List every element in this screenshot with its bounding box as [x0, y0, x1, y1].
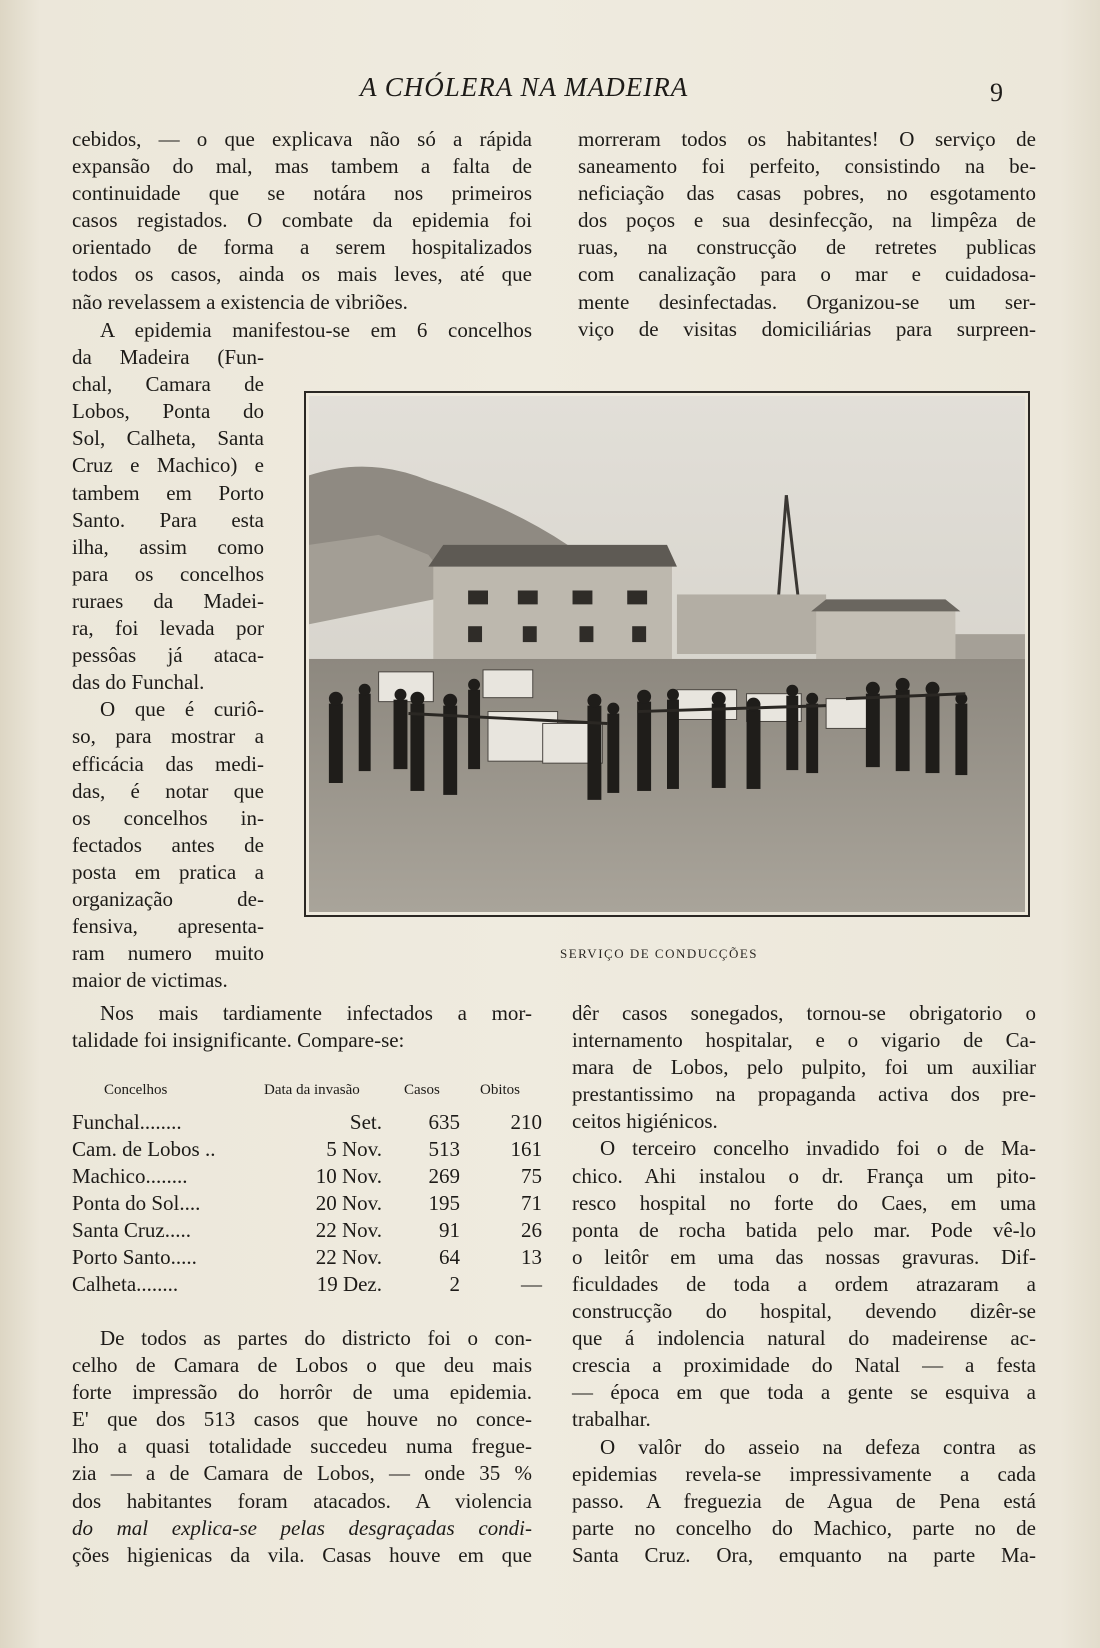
cell-date: Set. [349, 1110, 382, 1134]
table-row [72, 1218, 542, 1245]
text-line: chal, Camara de [72, 372, 264, 397]
text-line: zia — a de Camara de Lobos, — onde 35 % [72, 1461, 532, 1486]
photo-caption: SERVIÇO DE CONDUCÇÕES [560, 946, 759, 961]
cell-concelho: Machico........ [72, 1164, 188, 1188]
text-line: mara de Lobos, pelo pulpito, foi um auxiliar [572, 1055, 1036, 1080]
text-line: ra, foi levada por [72, 616, 264, 641]
text-line: crescia a proximidade do Natal — a festa [572, 1353, 1036, 1378]
text-line: fectados antes de [72, 832, 264, 857]
text-line: maior de victimas. [72, 968, 228, 993]
text-line: todos os casos, ainda os mais leves, até que [72, 262, 532, 287]
table-row [72, 1272, 542, 1299]
text-line: Santa Cruz. Ora, emquanto na parte Ma- [572, 1542, 1036, 1567]
column-header: Casos [404, 1082, 440, 1098]
text-line: passo. A freguezia de Agua de Pena está [572, 1488, 1036, 1513]
text-line: orientado de forma a serem hospitalizados [72, 235, 532, 260]
text-line: so, para mostrar a [72, 724, 264, 749]
text-line: os concelhos in- [72, 805, 264, 830]
cell-cases: 91 [439, 1218, 460, 1242]
text-line: saneamento foi perfeito, consistindo na be- [578, 154, 1036, 179]
column-header: Concelhos [104, 1082, 168, 1098]
text-line: neficiação das casas pobres, no esgotamento [578, 181, 1036, 206]
cell-concelho: Porto Santo..... [72, 1245, 197, 1269]
cell-cases: 2 [449, 1272, 460, 1296]
cell-cases: 269 [428, 1164, 460, 1188]
text-line: viço de visitas domiciliárias para surpreen- [578, 316, 1036, 341]
text-line: Lobos, Ponta do [72, 399, 264, 424]
text-line: organização de- [72, 886, 264, 911]
left-column-narrow [72, 317, 532, 994]
cell-concelho: Funchal........ [72, 1110, 182, 1134]
text-line: trabalhar. [572, 1407, 651, 1432]
text-line: fensiva, apresenta- [72, 914, 264, 939]
mortality-table [72, 1078, 542, 1299]
cell-concelho: Cam. de Lobos .. [72, 1137, 216, 1161]
cell-date: 10 Nov. [315, 1164, 382, 1188]
text-line: efficácia das medi- [72, 751, 264, 776]
text-line: ficuldades de toda a ordem atrazaram a [572, 1271, 1036, 1296]
text-line: O que é curiô- [100, 697, 264, 722]
cell-deaths: — [521, 1272, 542, 1296]
text-line: construcção do hospital, devendo dizêr-se [572, 1299, 1036, 1324]
text-line: ram numero muito [72, 941, 264, 966]
text-line: das, é notar que [72, 778, 264, 803]
left-column-bottom [72, 1325, 532, 1569]
text-line: mente desinfectadas. Organizou-se um ser- [578, 289, 1036, 314]
table-row [72, 1191, 542, 1218]
page-header [0, 72, 1100, 112]
cell-concelho: Ponta do Sol.... [72, 1191, 201, 1215]
text-line: do mal explica-se pelas desgraçadas condi- [72, 1515, 532, 1540]
text-line: O valôr do asseio na defeza contra as [600, 1434, 1036, 1459]
text-line: pessôas já ataca- [72, 643, 264, 668]
cell-concelho: Calheta........ [72, 1272, 179, 1296]
left-column-mid [72, 1000, 532, 1054]
text-line: lho a quasi totalidade succedeu numa fregue- [72, 1434, 532, 1459]
text-line: cebidos, — o que explicava não só a rápida [72, 127, 532, 151]
table-header [72, 1078, 542, 1110]
text-line: casos registados. O combate da epidemia foi [72, 208, 532, 233]
text-line: dos poços e sua desinfecção, na limpêza de [578, 208, 1036, 233]
text-line: ponta de rocha batida pelo mar. Pode vê-lo [572, 1217, 1036, 1242]
cell-deaths: 26 [521, 1218, 542, 1242]
text-line: expansão do mal, mas tambem a falta de [72, 154, 532, 179]
cell-deaths: 71 [521, 1191, 542, 1215]
text-line: da Madeira (Fun- [72, 345, 264, 370]
cell-deaths: 75 [521, 1164, 542, 1188]
text-line: parte no concelho do Machico, parte no de [572, 1515, 1036, 1540]
text-line: celho de Camara de Lobos o que deu mais [72, 1353, 532, 1378]
text-line: morreram todos os habitantes! O serviço de [578, 127, 1036, 151]
text-line: ruraes da Madei- [72, 588, 264, 613]
left-column-top [72, 126, 532, 316]
cell-deaths: 161 [510, 1137, 542, 1161]
table-row [72, 1110, 542, 1137]
right-column-bottom [572, 1000, 1036, 1569]
text-line: que á indolencia natural do madeirense ac- [572, 1326, 1036, 1351]
cell-cases: 513 [428, 1137, 460, 1161]
text-line: resco hospital no forte do Caes, em uma [572, 1190, 1036, 1215]
cell-date: 22 Nov. [315, 1245, 382, 1269]
cell-cases: 64 [439, 1245, 460, 1269]
text-line: prestantissimo na propaganda activa dos pre- [572, 1082, 1036, 1107]
text-line: ilha, assim como [72, 534, 264, 559]
cell-date: 20 Nov. [315, 1191, 382, 1215]
cell-deaths: 13 [521, 1245, 542, 1269]
table-row [72, 1137, 542, 1164]
text-line: forte impressão do horrôr de uma epidemia. [72, 1380, 532, 1405]
cell-cases: 195 [428, 1191, 460, 1215]
text-line: Cruz e Machico) e [72, 453, 264, 478]
page-number: 9 [990, 78, 1003, 107]
cell-cases: 635 [428, 1110, 460, 1134]
photograph [309, 396, 1025, 912]
text-line: E' que dos 513 casos que houve no conce- [72, 1407, 532, 1432]
text-line: o leitôr em uma das nossas gravuras. Dif- [572, 1244, 1036, 1269]
text-line: continuidade que se notára nos primeiros [72, 181, 532, 206]
text-line: epidemias revela-se impressivamente a cada [572, 1461, 1036, 1486]
text-line: ceitos higiénicos. [572, 1109, 718, 1134]
text-line: não revelassem a existencia de vibriões. [72, 289, 408, 314]
text-line: ruas, na construcção de retretes publicas [578, 235, 1036, 260]
table-row [72, 1245, 542, 1272]
cell-date: 22 Nov. [315, 1218, 382, 1242]
photo-servico-conducoes [304, 391, 1030, 917]
text-line: Santo. Para esta [72, 507, 264, 532]
text-line: dos habitantes foram atacados. A violencia [72, 1488, 532, 1513]
cell-date: 19 Dez. [316, 1272, 382, 1296]
column-header: Obitos [480, 1082, 521, 1098]
text-line: com canalização para o mar e cuidadosa- [578, 262, 1036, 287]
text-line: O terceiro concelho invadido foi o de Ma- [600, 1136, 1036, 1161]
text-line: ções higienicas da vila. Casas houve em que [72, 1542, 532, 1567]
text-line: Sol, Calheta, Santa [72, 426, 264, 451]
text-line: dêr casos sonegados, tornou-se obrigatorio o [572, 1001, 1036, 1025]
text-line: A epidemia manifestou-se em 6 concelhos [100, 318, 532, 342]
text-line: De todos as partes do districto foi o con- [100, 1326, 532, 1350]
text-line: — época em que toda a gente se esquiva a [572, 1380, 1036, 1405]
text-line: internamento hospitalar, e o vigario de Ca- [572, 1028, 1036, 1053]
text-line: das do Funchal. [72, 670, 205, 695]
running-title: A CHÓLERA NA MADEIRA [360, 72, 689, 102]
cell-concelho: Santa Cruz..... [72, 1218, 191, 1242]
text-line: chico. Ahi instalou o dr. França um pito- [572, 1163, 1036, 1188]
cell-date: 5 Nov. [326, 1137, 382, 1161]
right-column-top [578, 126, 1036, 343]
text-line: tambem em Porto [72, 480, 264, 505]
table-row [72, 1164, 542, 1191]
text-line: Nos mais tardiamente infectados a mor- [100, 1001, 532, 1025]
text-line: para os concelhos [72, 561, 264, 586]
text-line: posta em pratica a [72, 859, 264, 884]
column-header: Data da invasão [264, 1082, 360, 1098]
text-line: talidade foi insignificante. Compare-se: [72, 1028, 405, 1053]
cell-deaths: 210 [510, 1110, 542, 1134]
